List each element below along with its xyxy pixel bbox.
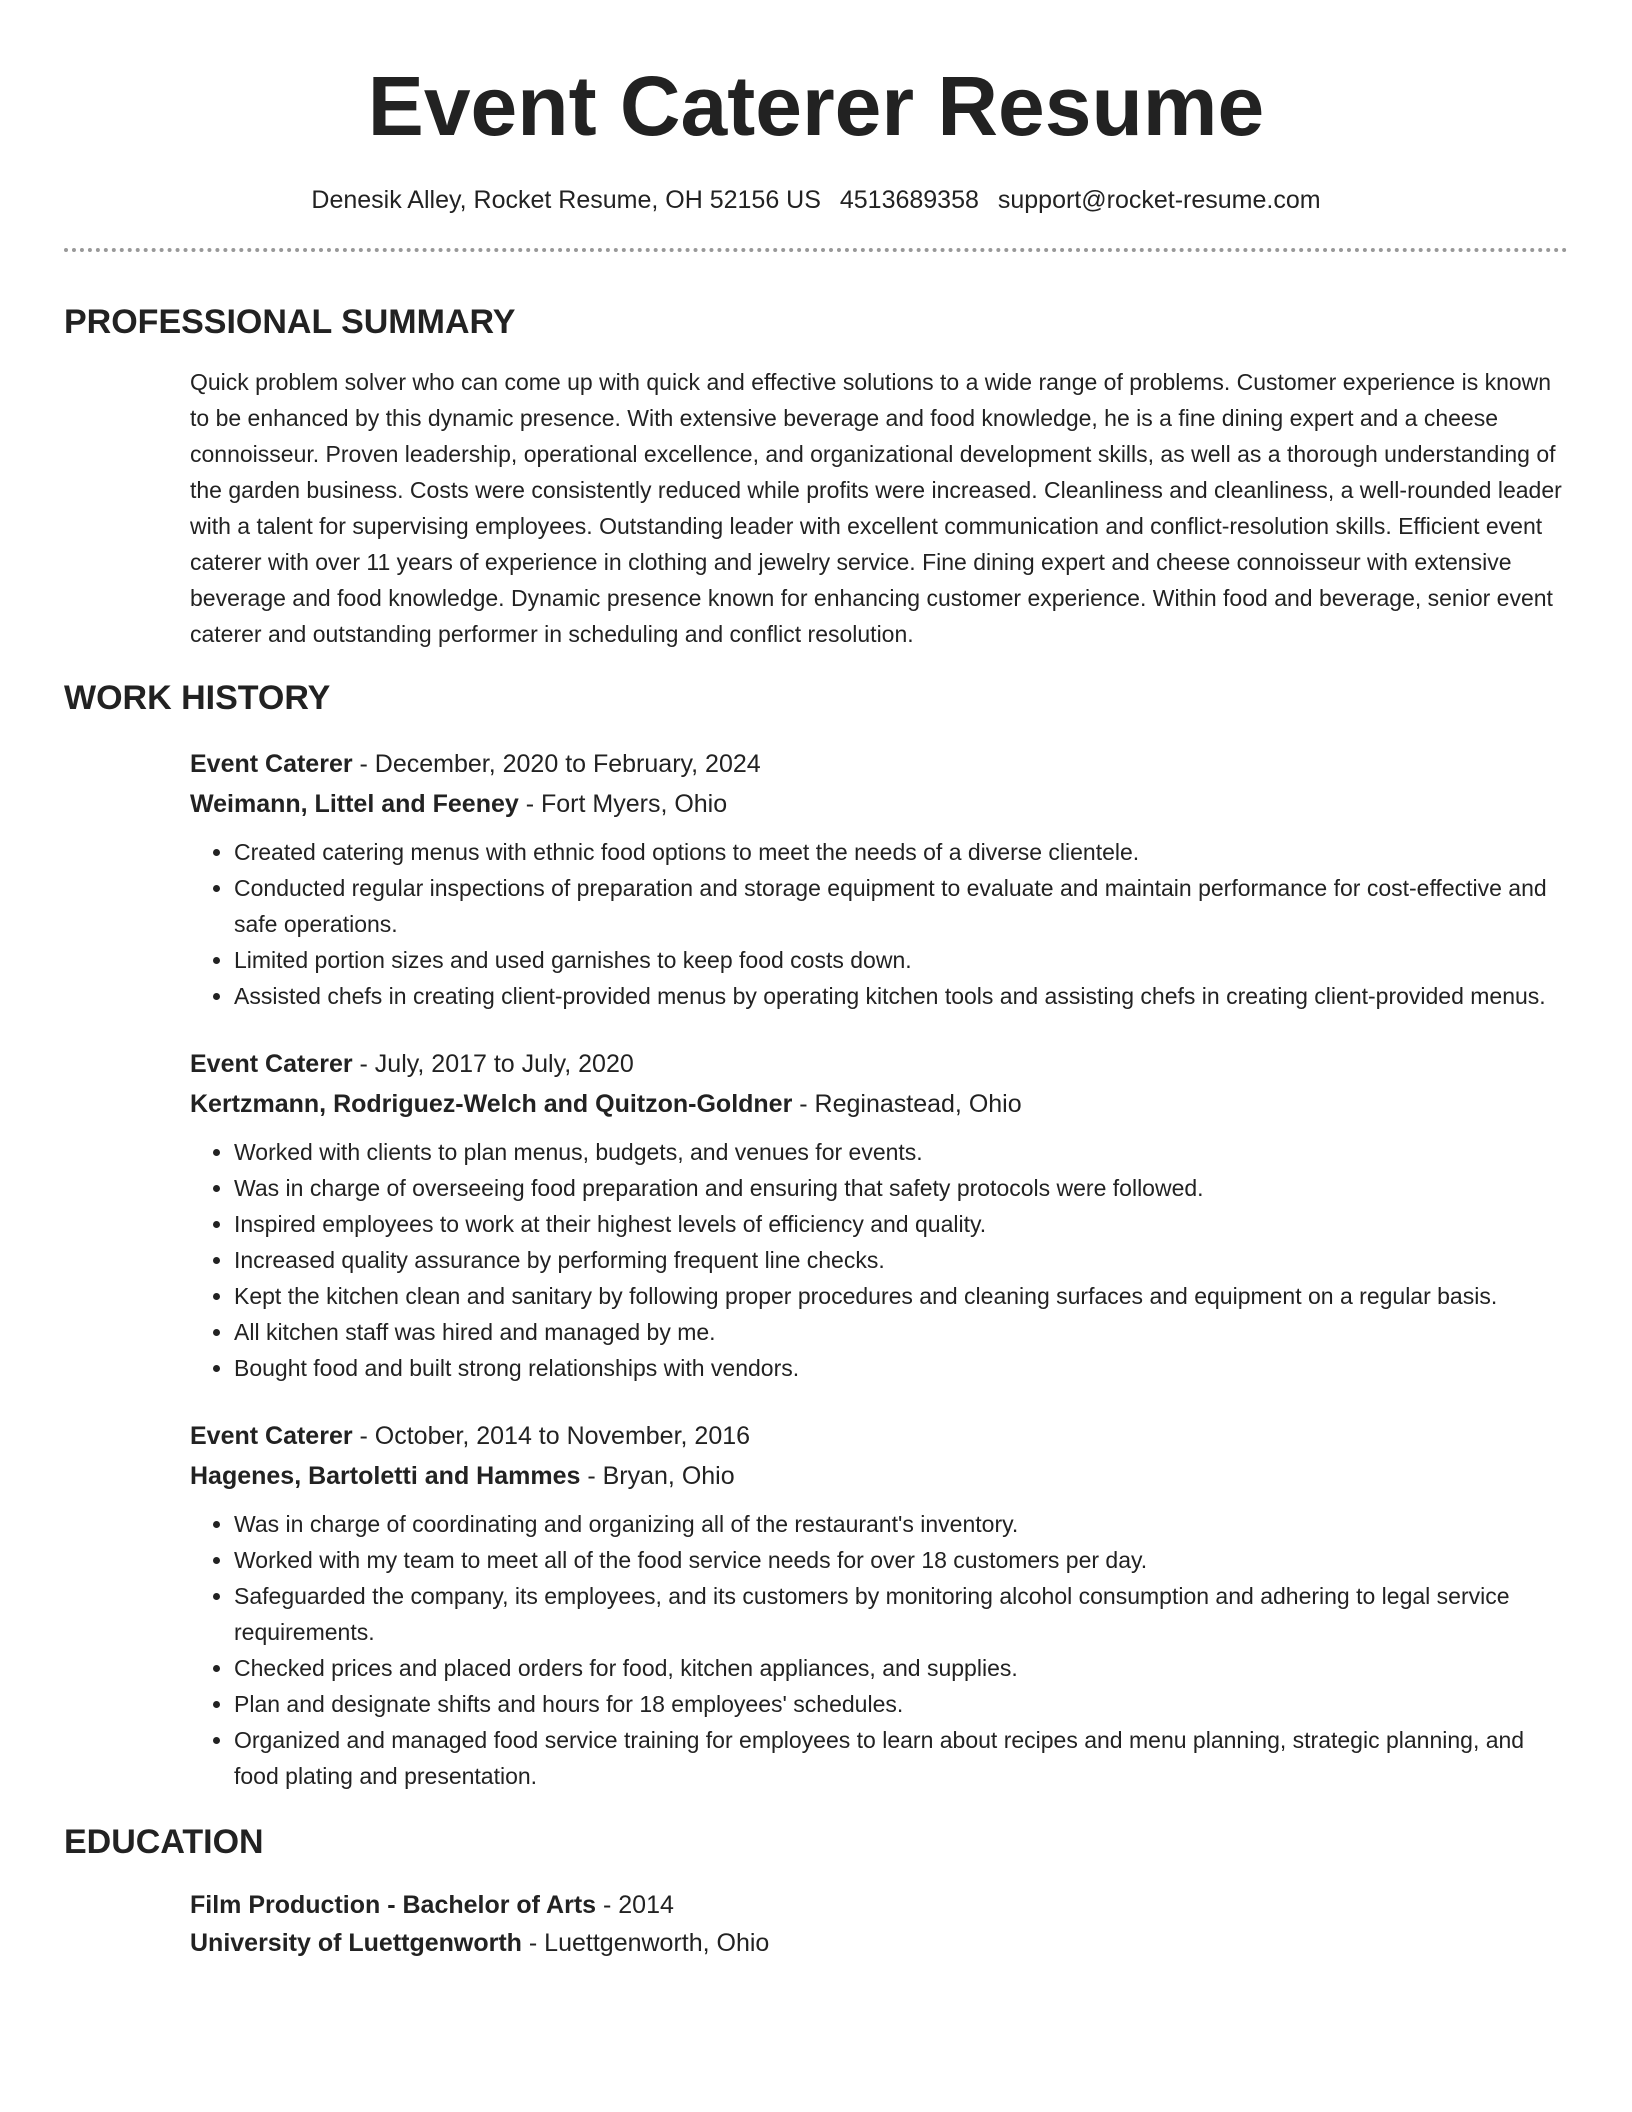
education-degree: Film Production - Bachelor of Arts [190,1891,597,1919]
education-school-line [190,1924,1568,1962]
summary-heading: PROFESSIONAL SUMMARY [64,303,516,341]
list-item: • Limited portion sizes and used garnishes to keep food costs down. [234,942,1568,978]
job-company-line [190,784,1568,824]
list-item: • Safeguarded the company, its employees, and its customers by monitoring alcohol consumption and adhering to legal service requirements. [234,1578,1568,1650]
job-dates: - July, 2017 to July, 2020 [352,1050,634,1078]
job-dates: - December, 2020 to February, 2024 [352,750,761,778]
list-item: • Worked with clients to plan menus, budgets, and venues for events. [234,1134,1568,1170]
education-school: University of Luettgenworth [190,1929,522,1957]
summary-text: Quick problem solver who can come up with quick and effective solutions to a wide range of problems. Customer experience is known to be enhanced by this dynamic presence. With extensive beverage and food knowledge, he is a fine dining expert and a cheese connoisseur. Proven leadership, operational excellence, and organizational development skills, as well as a thorough understanding of the garden business. Costs were consistently reduced while profits were increased. Cleanliness and cleanliness, a well-rounded leader with a talent for supervising employees. Outstanding leader with excellent communication and conflict-resolution skills. Efficient event caterer with over 11 years of experience in clothing and jewelry service. Fine dining expert and cheese connoisseur with extensive beverage and food knowledge. Dynamic presence known for enhancing customer experience. Within food and beverage, senior event caterer and outstanding performer in scheduling and conflict resolution. [190,369,1562,647]
page-title: Event Caterer Resume [367,59,1265,153]
job-title: Event Caterer [190,1422,353,1450]
list-item: • Created catering menus with ethnic food options to meet the needs of a diverse clientele. [234,834,1568,870]
job-location: - Fort Myers, Ohio [518,790,728,818]
list-item: • Bought food and built strong relationships with vendors. [234,1350,1568,1386]
work-history-heading: WORK HISTORY [64,679,331,717]
list-item: • Conducted regular inspections of preparation and storage equipment to evaluate and maintain performance for cost-effective and safe operations. [234,870,1568,942]
list-item: • Assisted chefs in creating client-provided menus by operating kitchen tools and assisting chefs in creating client-provided menus. [234,978,1568,1014]
job-title-line [190,1416,1568,1456]
list-item: • Worked with my team to meet all of the food service needs for over 18 customers per day. [234,1542,1568,1578]
job-bullets [190,1134,1568,1386]
job-company-line [190,1084,1568,1124]
job-entry [190,1416,1568,1794]
job-entry [190,744,1568,1014]
contact-phone: 4513689358 [839,186,979,214]
job-entry [190,1044,1568,1386]
education-heading: EDUCATION [64,1823,264,1861]
list-item: • Checked prices and placed orders for food, kitchen appliances, and supplies. [234,1650,1568,1686]
list-item: • Inspired employees to work at their highest levels of efficiency and quality. [234,1206,1568,1242]
job-bullets [190,1506,1568,1794]
job-bullets [190,834,1568,1014]
education-location: - Luettgenworth, Ohio [521,1929,770,1957]
list-item: • Increased quality assurance by performing frequent line checks. [234,1242,1568,1278]
list-item: • Kept the kitchen clean and sanitary by following proper procedures and cleaning surfaces and equipment on a regular basis. [234,1278,1568,1314]
list-item: • Plan and designate shifts and hours for 18 employees' schedules. [234,1686,1568,1722]
contact-info [0,184,1632,216]
list-item: • All kitchen staff was hired and managed by me. [234,1314,1568,1350]
job-title-line [190,744,1568,784]
education-year: - 2014 [596,1891,674,1919]
job-company: Hagenes, Bartoletti and Hammes [190,1462,581,1490]
job-company-line [190,1456,1568,1496]
job-dates: - October, 2014 to November, 2016 [352,1422,751,1450]
job-company: Kertzmann, Rodriguez-Welch and Quitzon-Goldner [190,1090,793,1118]
job-title: Event Caterer [190,1050,353,1078]
job-location: - Reginastead, Ohio [792,1090,1022,1118]
education-entry [190,1886,1568,1962]
job-company: Weimann, Littel and Feeney [190,790,519,818]
list-item: • Was in charge of coordinating and organizing all of the restaurant's inventory. [234,1506,1568,1542]
contact-address: Denesik Alley, Rocket Resume, OH 52156 US [311,186,821,214]
header-divider [64,248,1568,252]
list-item: • Was in charge of overseeing food preparation and ensuring that safety protocols were followed. [234,1170,1568,1206]
job-location: - Bryan, Ohio [580,1462,735,1490]
job-title-line [190,1044,1568,1084]
job-title: Event Caterer [190,750,353,778]
contact-email: support@rocket-resume.com [997,186,1321,214]
education-degree-line [190,1886,1568,1924]
list-item: • Organized and managed food service training for employees to learn about recipes and menu planning, strategic planning, and food plating and presentation. [234,1722,1568,1794]
